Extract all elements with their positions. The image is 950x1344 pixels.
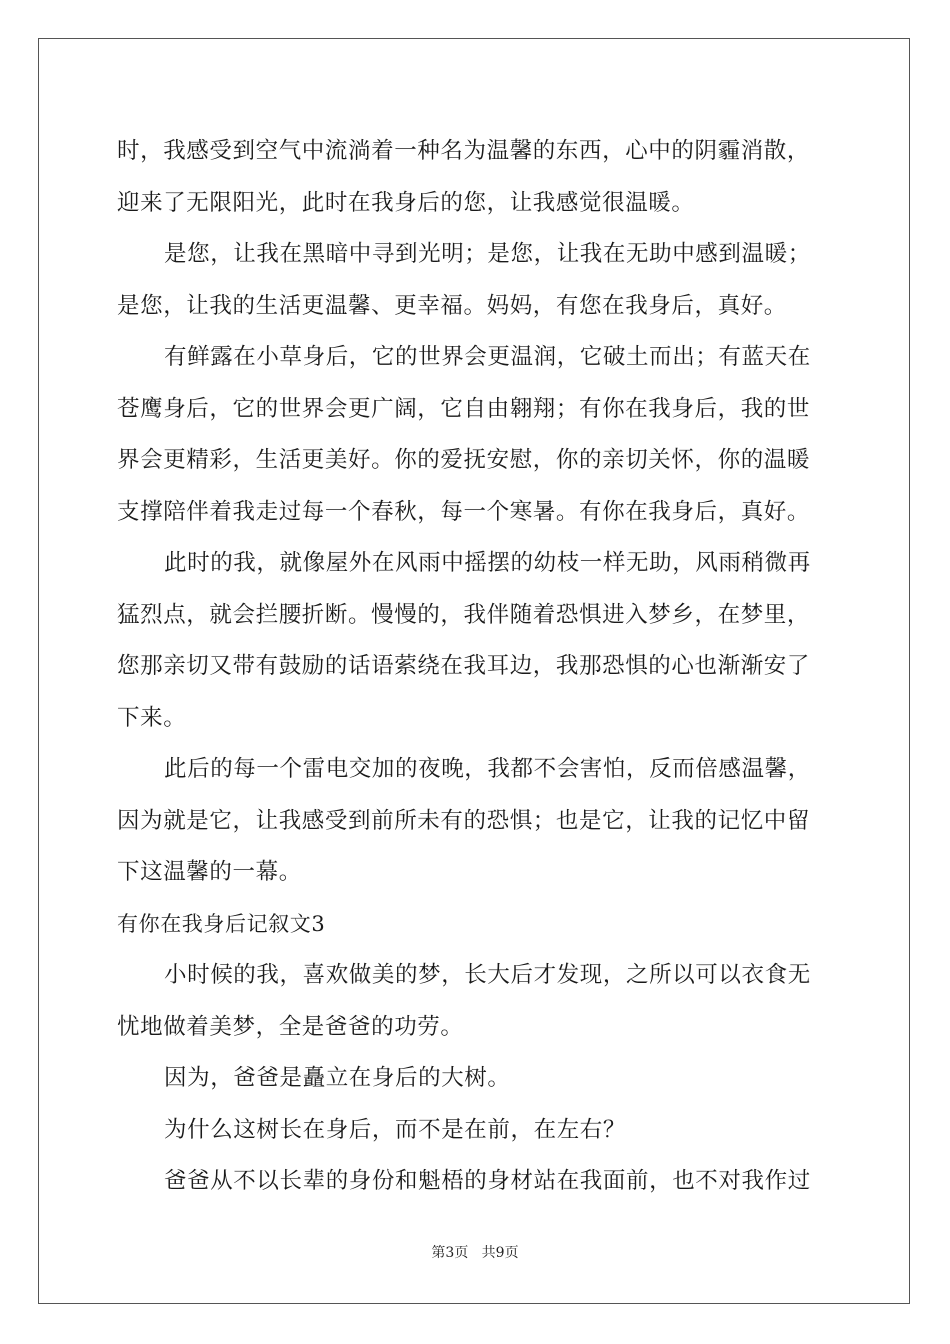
- text-line: 界会更精彩，生活更美好。你的爱抚安慰，你的亲切关怀，你的温暖: [117, 447, 811, 473]
- text-line: 猛烈点，就会拦腰折断。慢慢的，我伴随着恐惧进入梦乡，在梦里，: [117, 601, 811, 628]
- text-line: 忧地做着美梦，全是爸爸的功劳。: [117, 1013, 464, 1040]
- text-line: 因为就是它，让我感受到前所未有的恐惧；也是它，让我的记忆中留: [117, 807, 811, 834]
- text-line: 此时的我，就像屋外在风雨中摇摆的幼枝一样无助，风雨稍微再: [164, 550, 811, 576]
- page-number: 第3页 共9页: [431, 1245, 519, 1261]
- text-line: 下来。: [117, 704, 187, 731]
- text-line: 是您，让我的生活更温馨、更幸福。妈妈，有您在我身后，真好。: [117, 292, 787, 319]
- text-line: 您那亲切又带有鼓励的话语萦绕在我耳边，我那恐惧的心也渐渐安了: [117, 653, 811, 679]
- text-line: 下这温馨的一幕。: [117, 859, 302, 885]
- text-line: 小时候的我，喜欢做美的梦，长大后才发现，之所以可以衣食无: [164, 962, 811, 988]
- text-line: 迎来了无限阳光，此时在我身后的您，让我感觉很温暖。: [117, 189, 695, 216]
- text-line: 支撑陪伴着我走过每一个春秋，每一个寒暑。有你在我身后，真好。: [117, 498, 811, 525]
- document-body: [117, 126, 833, 1208]
- text-line: 苍鹰身后，它的世界会更广阔，它自由翱翔；有你在我身后，我的世: [117, 395, 811, 422]
- text-line: 为什么这树长在身后，而不是在前，在左右？: [164, 1116, 627, 1143]
- text-line: 时，我感受到空气中流淌着一种名为温馨的东西，心中的阴霾消散，: [117, 138, 811, 164]
- text-line: 爸爸从不以长辈的身份和魁梧的身材站在我面前，也不对我作过: [164, 1168, 811, 1194]
- text-line: 有鲜露在小草身后，它的世界会更温润，它破土而出；有蓝天在: [164, 344, 811, 370]
- section-heading: 有你在我身后记叙文3: [117, 911, 326, 936]
- text-line: 是您，让我在黑暗中寻到光明；是您，让我在无助中感到温暖；: [164, 241, 811, 267]
- text-line: 因为，爸爸是矗立在身后的大树。: [164, 1065, 511, 1091]
- text-line: 此后的每一个雷电交加的夜晚，我都不会害怕，反而倍感温馨，: [164, 756, 811, 782]
